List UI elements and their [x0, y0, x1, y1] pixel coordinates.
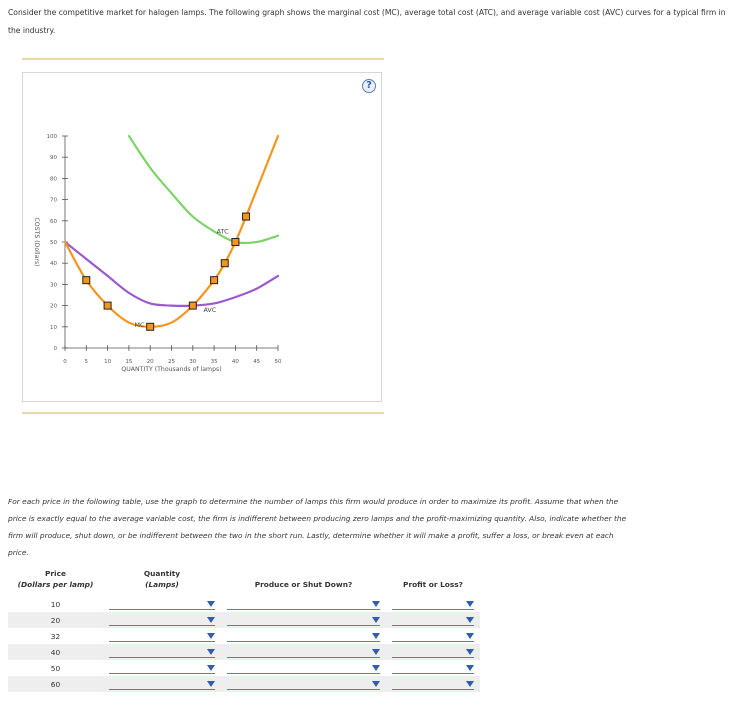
dropdown-arrow-icon	[372, 665, 380, 671]
mc-point-marker	[232, 239, 239, 246]
y-tick-label: 30	[50, 282, 57, 289]
y-tick-label: 0	[53, 346, 57, 352]
price-cell: 32	[50, 631, 61, 641]
dropdown-arrow-icon	[466, 617, 474, 623]
dropdown-arrow-icon	[466, 601, 474, 607]
mc-point-marker	[211, 277, 218, 284]
x-tick-label: 25	[168, 359, 175, 365]
y-tick-label: 90	[50, 155, 57, 162]
profit-dropdown[interactable]	[392, 631, 474, 642]
dropdown-arrow-icon	[466, 633, 474, 639]
decision-dropdown[interactable]	[227, 647, 380, 658]
graph-panel	[22, 72, 382, 402]
table-row	[8, 660, 480, 676]
x-tick-label: 10	[104, 359, 112, 365]
x-axis-label: QUANTITY (Thousands of lamps)	[121, 366, 222, 373]
x-tick-label: 35	[210, 359, 218, 365]
decision-cell	[221, 660, 386, 676]
quantity-dropdown[interactable]	[109, 615, 215, 626]
quantity-cell	[103, 596, 221, 612]
mc-point-marker	[83, 277, 90, 284]
decision-header-label: Produce or Shut Down?	[254, 580, 353, 589]
quantity-cell	[103, 644, 221, 660]
dropdown-arrow-icon	[466, 649, 474, 655]
profit-cell	[386, 628, 480, 644]
dropdown-arrow-icon	[372, 617, 380, 623]
quantity-dropdown[interactable]	[109, 631, 215, 642]
table-row	[8, 596, 480, 612]
decision-dropdown[interactable]	[227, 679, 380, 690]
decision-cell	[221, 628, 386, 644]
avc-label: AVC	[203, 305, 217, 314]
quantity-header-unit: (Lamps)	[145, 580, 179, 589]
bottom-divider	[22, 412, 384, 414]
mc-point-marker	[221, 260, 228, 267]
decision-cell	[221, 676, 386, 692]
mc-label: MC	[134, 320, 145, 329]
profit-cell	[386, 612, 480, 628]
table-row	[8, 644, 480, 660]
question-icon[interactable]: ?	[362, 79, 376, 93]
y-tick-label: 50	[50, 240, 57, 246]
y-tick-label: 100	[46, 134, 57, 140]
dropdown-arrow-icon	[207, 665, 215, 671]
x-tick-label: 50	[274, 359, 282, 365]
decision-dropdown[interactable]	[227, 631, 380, 642]
profit-dropdown[interactable]	[392, 615, 474, 626]
quantity-cell	[103, 660, 221, 676]
quantity-dropdown[interactable]	[109, 599, 215, 610]
price-cell: 10	[50, 599, 61, 609]
intro-text: Consider the competitive market for halogen lamps. The following graph shows the marginal cost (MC), average total cost (ATC), and average variable cost (AVC) curves for a typical firm in the industry.	[8, 8, 726, 35]
table-row	[8, 612, 480, 628]
y-axis-label: COSTS (Dollars)	[33, 217, 40, 267]
instructions-text: For each price in the following table, use the graph to determine the number of lamps this firm would produce in order to maximize its profit. Assume that when the price is exactly equal to the average variable cost, the firm is indifferent between producing zero lamps and the profit-maximizing quantity. Also, indicate whether the firm will produce, shut down, or be indifferent between the two in the short run. Lastly, determine whether it will make a profit, suffer a loss, or break even at each price.	[8, 497, 627, 557]
dropdown-arrow-icon	[466, 681, 474, 687]
price-cell: 20	[8, 612, 103, 628]
price-cell: 40	[8, 644, 103, 660]
dropdown-arrow-icon	[372, 633, 380, 639]
price-cell: 50	[50, 663, 61, 673]
quantity-dropdown[interactable]	[109, 663, 215, 674]
dropdown-arrow-icon	[207, 633, 215, 639]
profit-dropdown[interactable]	[392, 647, 474, 658]
dropdown-arrow-icon	[372, 649, 380, 655]
price-header-unit: (Dollars per lamp)	[17, 580, 94, 589]
dropdown-arrow-icon	[372, 601, 380, 607]
dropdown-arrow-icon	[372, 681, 380, 687]
dropdown-arrow-icon	[207, 649, 215, 655]
mc-point-marker	[243, 213, 250, 220]
x-tick-label: 20	[146, 359, 154, 365]
decision-cell	[221, 644, 386, 660]
profit-dropdown[interactable]	[392, 663, 474, 674]
profit-cell	[386, 644, 480, 660]
y-tick-label: 70	[50, 197, 57, 204]
atc-label: ATC	[216, 227, 229, 236]
decision-dropdown[interactable]	[227, 663, 380, 674]
profit-cell	[386, 676, 480, 692]
decision-cell	[221, 612, 386, 628]
dropdown-arrow-icon	[207, 617, 215, 623]
x-tick-label: 5	[84, 359, 89, 365]
profit-dropdown[interactable]	[392, 679, 474, 690]
decision-dropdown[interactable]	[227, 615, 380, 626]
price-header	[8, 568, 103, 596]
mc-curve	[65, 136, 278, 327]
quantity-header	[103, 568, 221, 596]
mc-point-marker	[189, 302, 196, 309]
dropdown-arrow-icon	[207, 601, 215, 607]
price-cell: 60	[8, 676, 103, 692]
price-table	[8, 568, 480, 692]
y-tick-label: 80	[50, 176, 57, 183]
quantity-cell	[103, 628, 221, 644]
y-tick-label: 60	[50, 218, 57, 225]
avc-curve	[65, 242, 278, 306]
x-tick-label: 15	[125, 359, 133, 365]
quantity-header-label: Quantity	[143, 569, 181, 578]
profit-dropdown[interactable]	[392, 599, 474, 610]
quantity-cell	[103, 612, 221, 628]
table-row	[8, 628, 480, 644]
y-tick-label: 40	[50, 261, 57, 268]
mc-point-marker	[104, 302, 111, 309]
top-divider	[22, 58, 384, 60]
x-tick-label: 0	[63, 359, 67, 365]
profit-header	[386, 568, 480, 596]
table-row	[8, 676, 480, 692]
decision-header	[221, 568, 386, 596]
profit-cell	[386, 596, 480, 612]
price-header-label: Price	[45, 569, 66, 578]
y-tick-label: 10	[50, 324, 57, 331]
decision-cell	[221, 596, 386, 612]
decision-dropdown[interactable]	[227, 599, 380, 610]
cost-curves-chart	[23, 73, 381, 401]
quantity-cell	[103, 676, 221, 692]
dropdown-arrow-icon	[207, 681, 215, 687]
x-tick-label: 40	[231, 359, 239, 365]
x-tick-label: 30	[189, 359, 197, 365]
profit-header-label: Profit or Loss?	[403, 580, 463, 589]
dropdown-arrow-icon	[466, 665, 474, 671]
profit-cell	[386, 660, 480, 676]
mc-point-marker	[147, 323, 154, 330]
quantity-dropdown[interactable]	[109, 647, 215, 658]
quantity-dropdown[interactable]	[109, 679, 215, 690]
x-tick-label: 45	[253, 359, 261, 365]
y-tick-label: 20	[50, 303, 57, 310]
